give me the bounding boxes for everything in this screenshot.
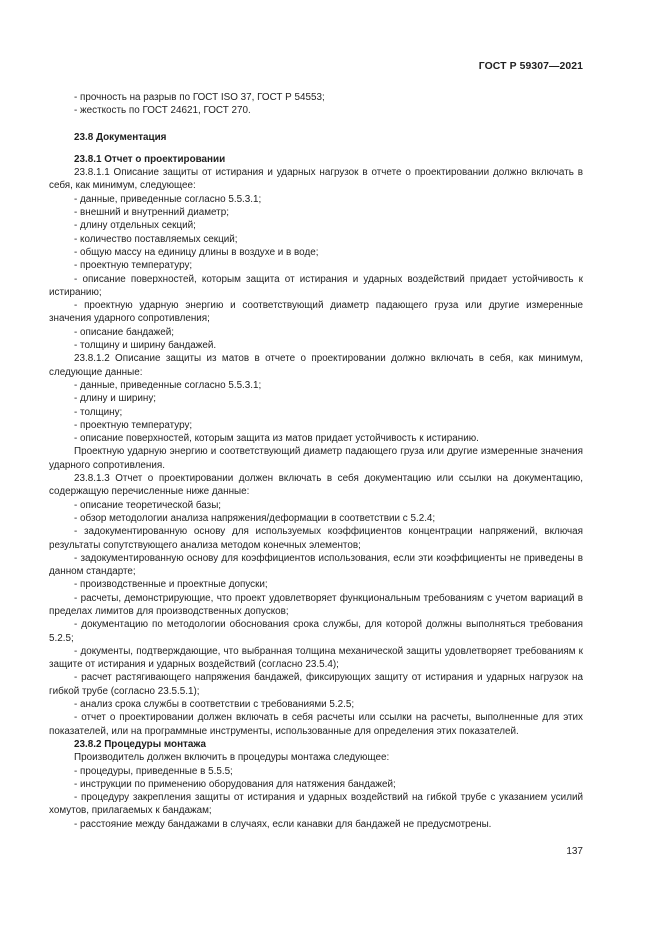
list-item: - общую массу на единицу длины в воздухе и в воде; <box>74 246 319 258</box>
list-item: - анализ срока службы в соответствии с требованиями 5.2.5; <box>74 699 355 711</box>
list-item: - расстояние между бандажами в случаях, если канавки для бандажей не предусмотрены. <box>74 818 492 830</box>
section-heading: 23.8 Документация <box>74 131 167 143</box>
list-item: - процедуру закрепления защиты от истирания и ударных воздействий на гибкой трубе с указанием усилий хомутов, прилагаемых к бандажам; <box>49 792 583 817</box>
list-item: - количество поставляемых секций; <box>74 233 238 245</box>
list-item: - процедуры, приведенные в 5.5.5; <box>74 765 233 777</box>
list-item: - данные, приведенные согласно 5.5.3.1; <box>74 193 262 205</box>
list-item: - проектную ударную энергию и соответствующий диаметр падающего груза или другие измеренные значения ударного сопротивления; <box>49 300 583 325</box>
list-item: - длину и ширину; <box>74 393 157 405</box>
paragraph: Проектную ударную энергию и соответствующий диаметр падающего груза или другие измеренные значения ударного сопротивления. <box>49 446 583 471</box>
list-item: - толщину; <box>74 406 123 418</box>
list-item: - проектную температуру; <box>74 419 193 431</box>
list-item: - описание бандажей; <box>74 326 175 338</box>
paragraph: Производитель должен включить в процедуры монтажа следующее: <box>74 752 390 764</box>
list-item: - прочность на разрыв по ГОСТ ISO 37, ГОСТ Р 54553; <box>74 92 325 103</box>
list-item: - расчеты, демонстрирующие, что проект удовлетворяет функциональным требованиям с учетом вариаций в пределах лимитов для производственных допусков; <box>49 592 583 617</box>
list-item: - толщину и ширину бандажей. <box>74 340 217 352</box>
list-item: - задокументированную основу для коэффициентов использования, если эти коэффициенты не приведены в данном стандарте; <box>49 552 583 578</box>
list-item: - документы, подтверждающие, что выбранная толщина механической защиты удовлетворяет требованиям к защите от истирания и ударных воздействий (согласно 23.5.4); <box>49 645 583 671</box>
list-item: - производственные и проектные допуски; <box>74 579 268 591</box>
paragraph: 23.8.1.2 Описание защиты из матов в отчете о проектировании должно включать в себя, как минимум, следующие данные: <box>49 353 583 378</box>
list-item: - длину отдельных секций; <box>74 220 196 232</box>
document-body <box>49 91 583 831</box>
standard-number-header: ГОСТ Р 59307—2021 <box>478 61 583 72</box>
section-heading: 23.8.2 Процедуры монтажа <box>74 738 206 750</box>
list-item: - отчет о проектировании должен включать в себя расчеты или ссылки на расчеты, выполненные для этих показателей, или на программные инструменты, использованные для определения этих показателей. <box>49 712 583 737</box>
list-item: - проектную температуру; <box>74 260 193 272</box>
list-item: - описание поверхностей, которым защита от истирания и ударных воздействий придает устойчивость к истиранию; <box>49 273 583 298</box>
list-item: - жесткость по ГОСТ 24621, ГОСТ 270. <box>74 105 251 117</box>
page-number: 137 <box>566 846 583 857</box>
list-item: - внешний и внутренний диаметр; <box>74 207 229 219</box>
list-item: - данные, приведенные согласно 5.5.3.1; <box>74 379 262 391</box>
list-item: - документацию по методологии обоснования срока службы, для которой должны выполняться требования 5.2.5; <box>49 619 583 644</box>
list-item: - инструкции по применению оборудования для натяжения бандажей; <box>74 778 396 790</box>
list-item: - задокументированную основу для используемых коэффициентов концентрации напряжений, включая результаты сопутствующего анализа методом конечных элементов; <box>49 526 583 551</box>
section-heading: 23.8.1 Отчет о проектировании <box>74 153 226 165</box>
list-item: - описание теоретической базы; <box>74 499 222 511</box>
paragraph: 23.8.1.1 Описание защиты от истирания и ударных нагрузок в отчете о проектировании должно включать в себя, как минимум, следующее: <box>49 167 583 192</box>
list-item: - расчет растягивающего напряжения бандажей, фиксирующих защиту от истирания и ударных нагрузок на гибкой трубе (согласно 23.5.5.1); <box>49 672 583 697</box>
paragraph: 23.8.1.3 Отчет о проектировании должен включать в себя документацию или ссылки на документацию, содержащую перечисленные ниже данные: <box>49 473 583 498</box>
list-item: - обзор методологии анализа напряжения/деформации в соответствии с 5.2.4; <box>74 512 436 524</box>
list-item: - описание поверхностей, которым защита из матов придает устойчивость к истиранию. <box>74 433 479 445</box>
